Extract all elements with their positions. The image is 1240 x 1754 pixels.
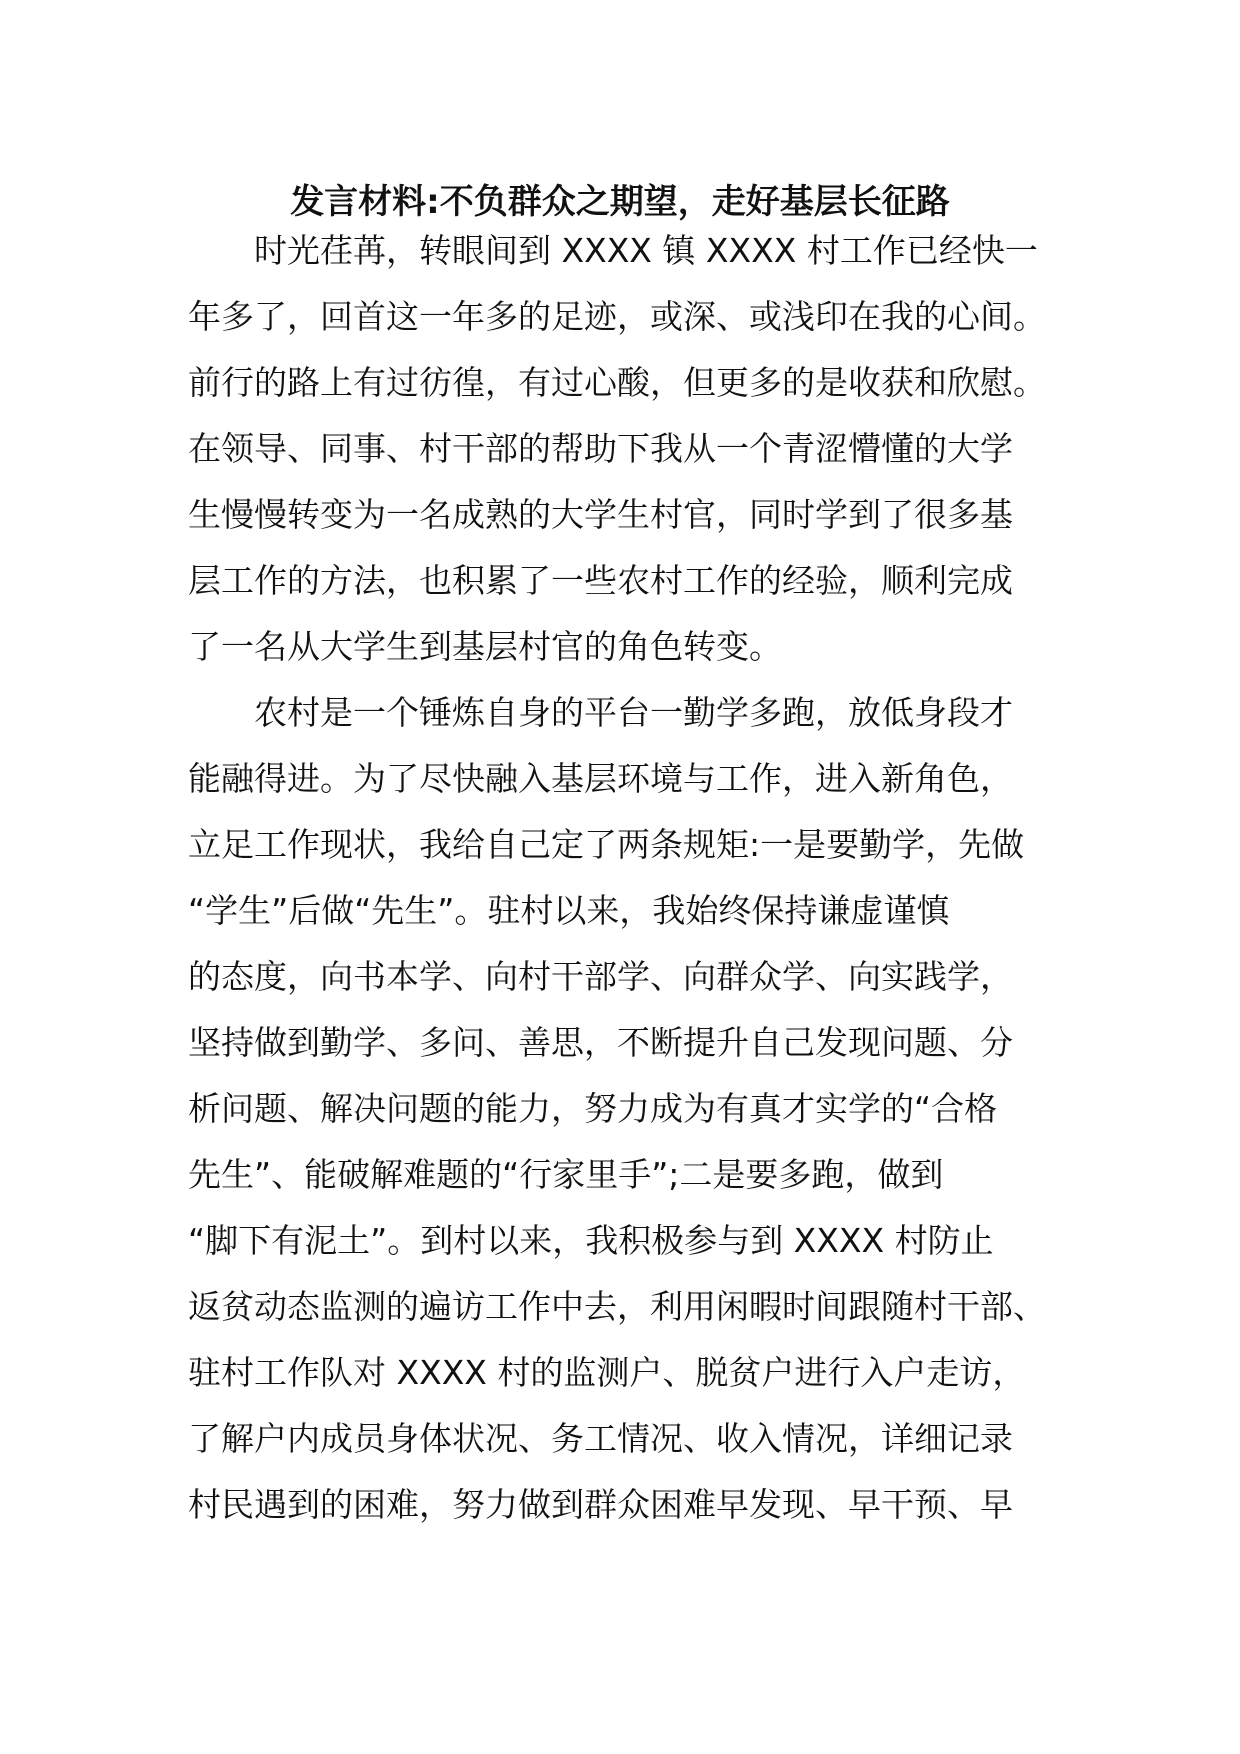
- document-title: 发言材料:不负群众之期望，走好基层长征路: [290, 182, 950, 222]
- paragraph-2: [188, 680, 1068, 1538]
- paragraph-2-line-9: “脚下有泥土”。到村以来，我积极参与到 XXXX 村防止: [188, 1221, 994, 1260]
- paragraph-1-line-4: 在领导、同事、村干部的帮助下我从一个青涩懵懂的大学: [188, 429, 1013, 468]
- paragraph-1: [188, 218, 1068, 680]
- paragraph-2-line-7: 析问题、解决问题的能力，努力成为有真才实学的“合格: [188, 1089, 998, 1128]
- paragraph-2-line-1: 农村是一个锤炼自身的平台一勤学多跑，放低身段才: [254, 693, 1013, 732]
- paragraph-1-line-2: 年多了，回首这一年多的足迹，或深、或浅印在我的心间。: [188, 297, 1046, 336]
- paragraph-2-line-8: 先生”、能破解难题的“行家里手”;二是要多跑，做到: [188, 1155, 944, 1194]
- paragraph-2-line-2: 能融得进。为了尽快融入基层环境与工作，进入新角色，: [188, 759, 1013, 798]
- paragraph-1-line-3: 前行的路上有过彷徨，有过心酸，但更多的是收获和欣慰。: [188, 363, 1046, 402]
- paragraph-1-line-1: 时光荏苒，转眼间到 XXXX 镇 XXXX 村工作已经快一: [254, 231, 1038, 270]
- paragraph-2-line-10: 返贫动态监测的遍访工作中去，利用闲暇时间跟随村干部、: [188, 1287, 1046, 1326]
- paragraph-1-line-5: 生慢慢转变为一名成熟的大学生村官，同时学到了很多基: [188, 495, 1013, 534]
- document-body: [188, 218, 1068, 1538]
- paragraph-2-line-3: 立足工作现状，我给自己定了两条规矩:一是要勤学，先做: [188, 825, 1025, 864]
- paragraph-1-line-6: 层工作的方法，也积累了一些农村工作的经验，顺利完成: [188, 561, 1013, 600]
- paragraph-2-line-6: 坚持做到勤学、多问、善思，不断提升自己发现问题、分: [188, 1023, 1013, 1062]
- paragraph-2-line-13: 村民遇到的困难，努力做到群众困难早发现、早干预、早: [188, 1485, 1013, 1524]
- paragraph-2-line-5: 的态度，向书本学、向村干部学、向群众学、向实践学，: [188, 957, 1013, 996]
- paragraph-1-line-7: 了一名从大学生到基层村官的角色转变。: [188, 627, 782, 666]
- paragraph-2-line-4: “学生”后做“先生”。驻村以来，我始终保持谦虚谨慎: [188, 891, 950, 930]
- paragraph-2-line-12: 了解户内成员身体状况、务工情况、收入情况，详细记录: [188, 1419, 1013, 1458]
- paragraph-2-line-11: 驻村工作队对 XXXX 村的监测户、脱贫户进行入户走访，: [188, 1353, 1026, 1392]
